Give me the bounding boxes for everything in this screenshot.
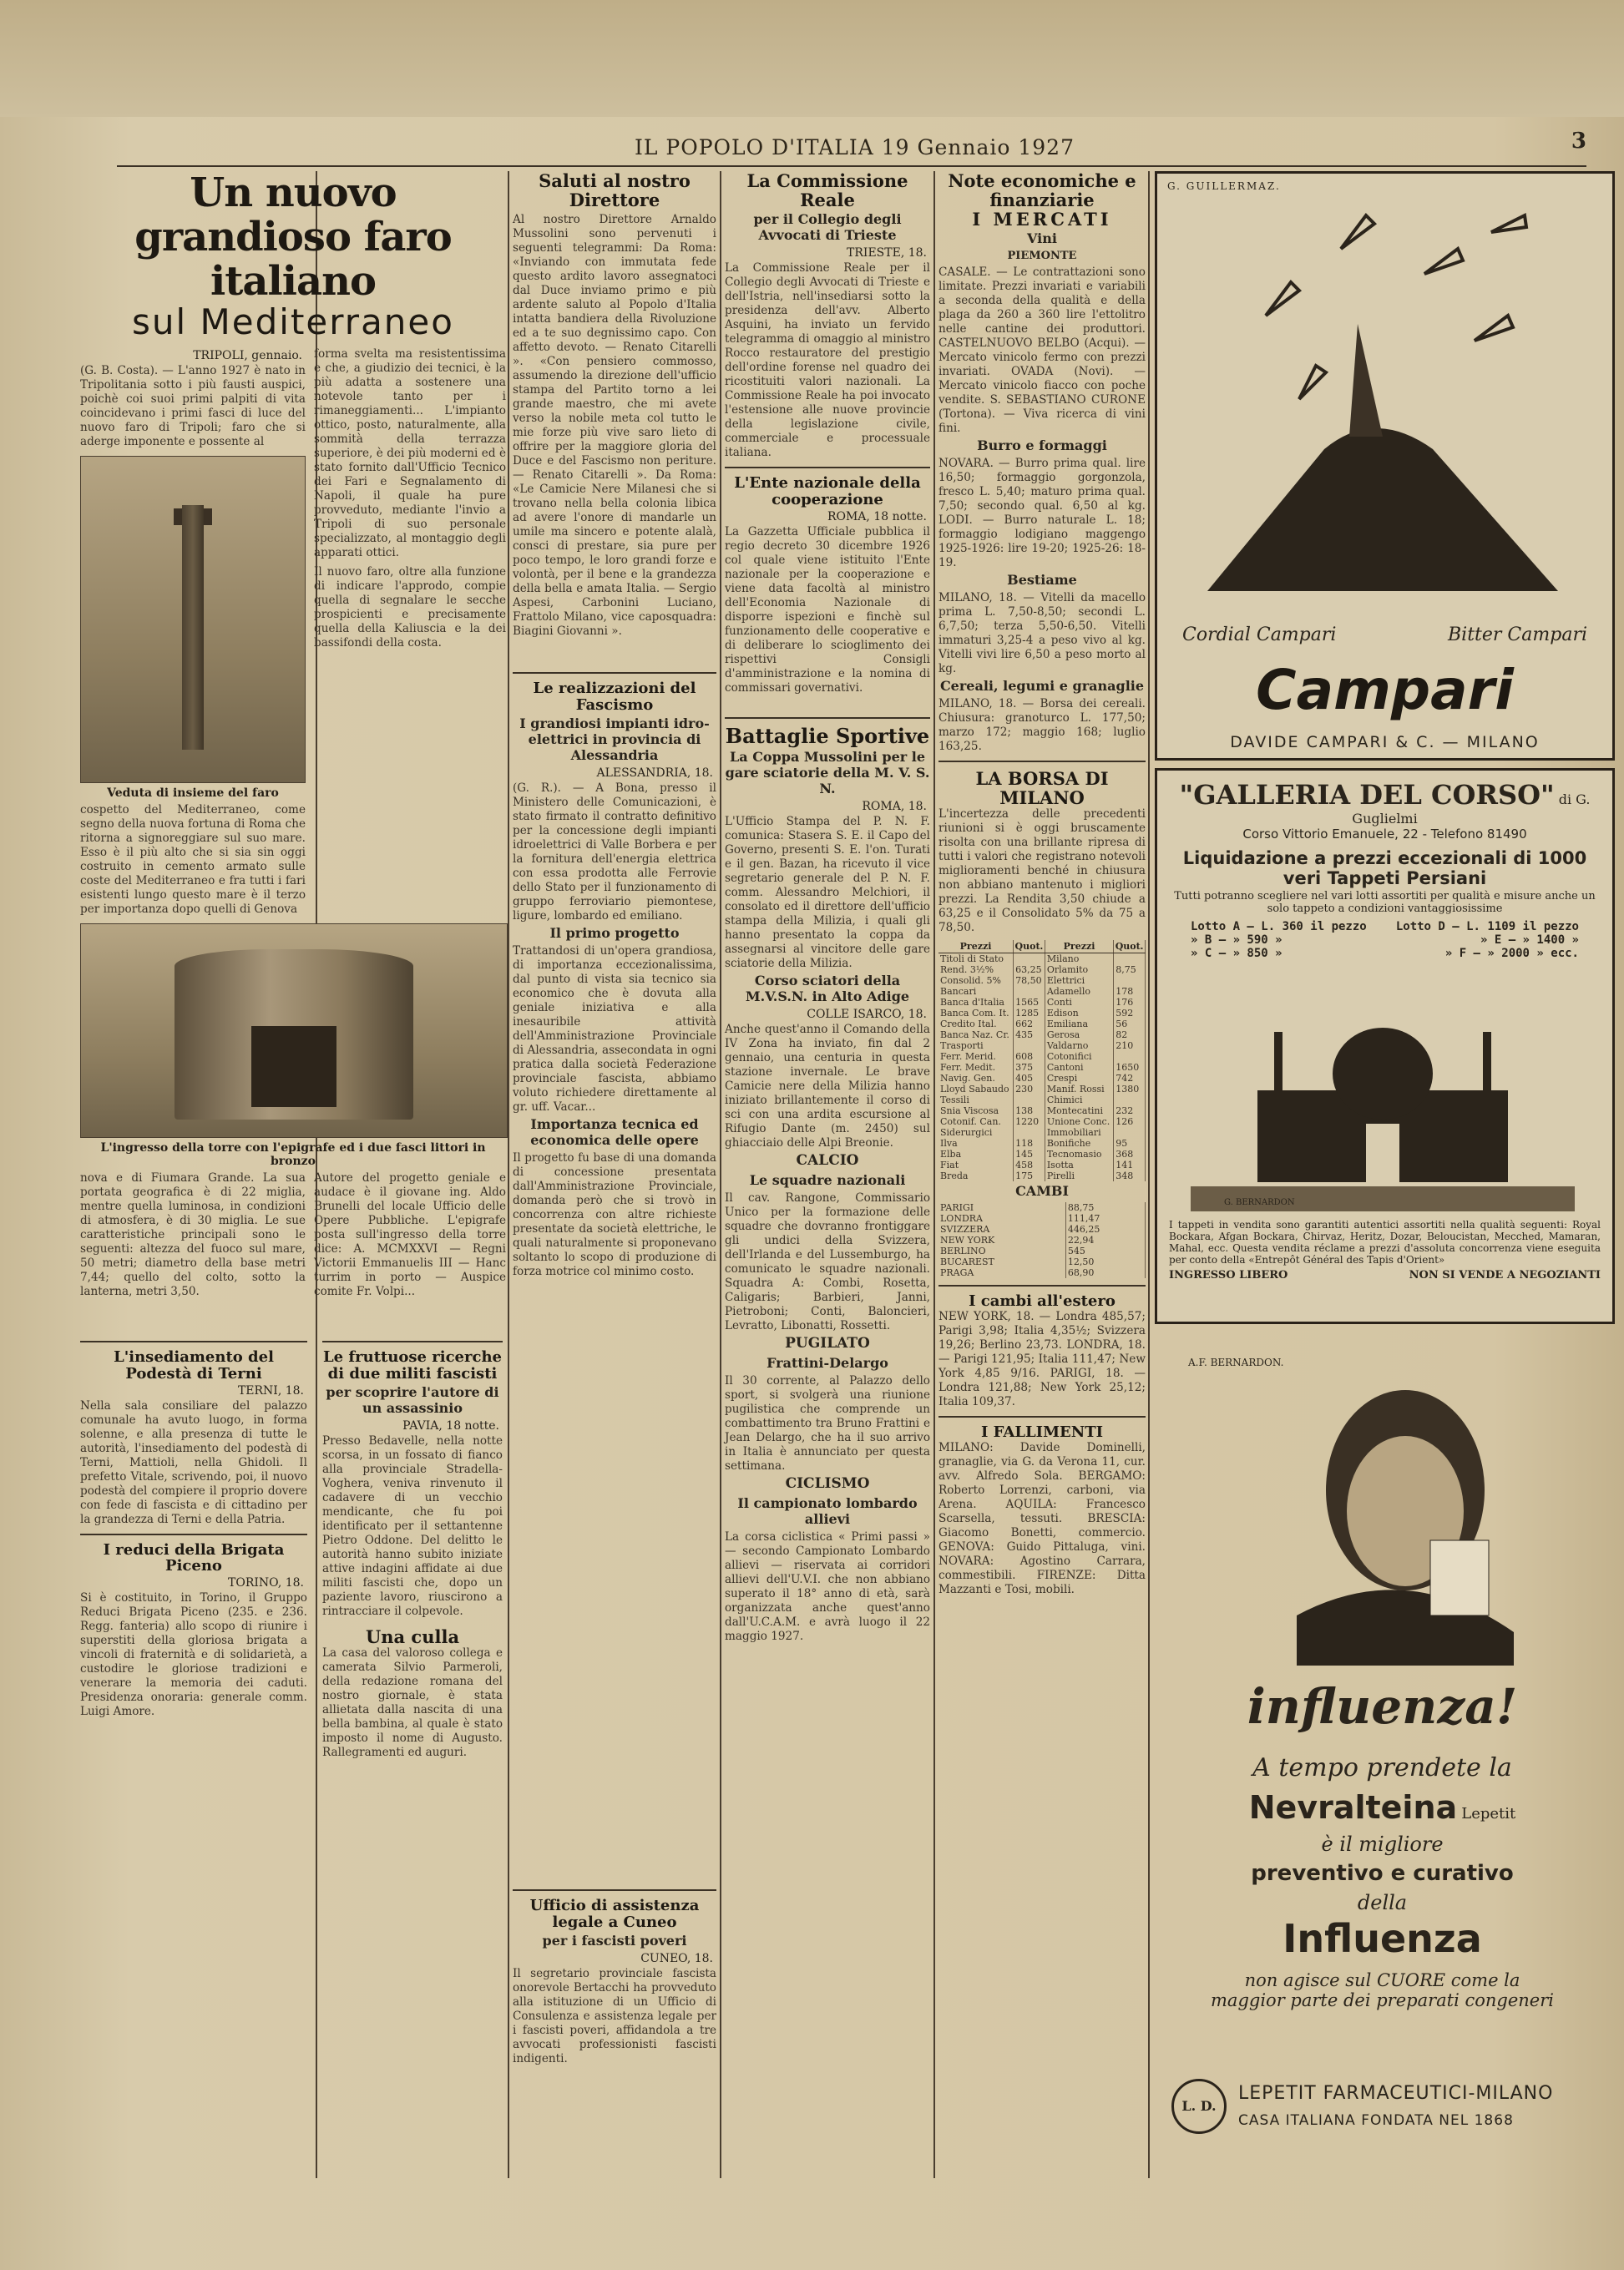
cordial-campari-label: Cordial Campari <box>1182 624 1337 645</box>
lot-label: » C — » 850 » <box>1191 947 1283 960</box>
table-cell: Manif. Rossi <box>1045 1084 1113 1095</box>
faro-lead: (G. B. Costa). — L'anno 1927 è nato in Tripolitania sotto i più fausti auspici, poichè coi suoi primi palpiti di vita coincidevano i primi fasci di luce del nuovo faro di Tripoli; faro che si aderge imponente e possente al <box>80 363 306 448</box>
section-rule <box>938 1285 1146 1287</box>
piceno-headline: I reduci della Brigata Piceno <box>103 1540 285 1575</box>
table-cell: Bonifiche <box>1045 1138 1113 1149</box>
lepetit-ad <box>1155 1332 1610 2166</box>
table-cell: 348 <box>1114 1170 1146 1181</box>
bottom-left-column <box>80 1334 307 2182</box>
glasses-icon <box>1266 215 1526 399</box>
lepetit-anchor-logo: L. D. <box>1171 2079 1227 2134</box>
table-cell: 175 <box>1014 1170 1045 1181</box>
tower-entrance-photo <box>80 923 508 1138</box>
table-cell: Ferr. Merid. <box>938 1051 1014 1062</box>
page-top-margin <box>0 0 1624 117</box>
table-cell: 210 <box>1114 1040 1146 1051</box>
lepetit-line1: A tempo prendete la <box>1252 1753 1512 1782</box>
table-row <box>938 1019 1146 1029</box>
pugilato-subhead: Frattini-Delargo <box>766 1355 888 1372</box>
economiche-headline: Note economiche e finanziarie <box>948 170 1136 211</box>
table-cell: Banca Com. It. <box>938 1008 1014 1019</box>
table-cell: Pirelli <box>1045 1170 1113 1181</box>
cambi-row <box>938 1235 1146 1246</box>
calcio-body: Il cav. Rangone, Commissario Unico per la formazione delle squadre che dovranno frontiggare gli undici della Svizzera, dell'Irlanda e del Lussemburgo, ha comunicato le squadre nazionali. Squadra A: Combi, Rosetta, Caligaris; Barbieri, Janni, Pietroboni; Conti, Baloncieri, Levratto, Libonatti, Rossetti. <box>725 1191 930 1333</box>
table-row <box>938 1051 1146 1062</box>
lot-label: Lotto D — L. 1109 il pezzo <box>1395 920 1579 933</box>
table-cell: Isotta <box>1045 1160 1113 1170</box>
section-rule <box>80 1341 307 1342</box>
table-cell: PRAGA <box>938 1267 1065 1278</box>
piceno-dateline: TORINO, 18. <box>228 1576 304 1590</box>
lepetit-artist: A.F. BERNARDON. <box>1188 1357 1284 1368</box>
table-cell: 375 <box>1014 1062 1045 1073</box>
table-cell: 1285 <box>1014 1008 1045 1019</box>
table-cell: Navig. Gen. <box>938 1073 1014 1084</box>
realizzazioni-body3: Il progetto fu base di una domanda di concessione presentata dall'Amministrazione Provinciale, domanda però che si trovò in concorrenza con altre richieste presentate da società elettriche, le quali naturalmente si proponevano soltanto lo scopo di produzione di forza motrice col minimo costo. <box>513 1150 716 1278</box>
table-cell: Milano <box>1045 953 1113 965</box>
table-row <box>938 1073 1146 1084</box>
table-cell <box>1014 986 1045 997</box>
table-cell: 1220 <box>1014 1116 1045 1127</box>
table-row <box>938 975 1146 986</box>
commissione-dateline: TRIESTE, 18. <box>847 246 927 260</box>
realizzazioni-subhead: I grandiosi impianti idro-elettrici in provincia di Alessandria <box>519 715 710 763</box>
table-cell: Edison <box>1045 1008 1113 1019</box>
campari-footer: DAVIDE CAMPARI & C. — MILANO <box>1230 733 1540 751</box>
table-cell: 176 <box>1114 997 1146 1008</box>
culla-headline: Una culla <box>365 1625 460 1647</box>
ufficio-dateline: CUNEO, 18. <box>640 1951 713 1965</box>
table-cell: Tessili <box>938 1095 1014 1105</box>
table-cell: 545 <box>1065 1246 1145 1256</box>
table-cell: Montecatini <box>1045 1105 1113 1116</box>
table-cell: Snia Viscosa <box>938 1105 1014 1116</box>
realizzazioni-body: (G. R.). — A Bona, presso il Ministero delle Comunicazioni, è stato firmato il contratto definitivo per la concessione degli impianti idroelettrici di Valle Borbera e per la fornitura dell'energia elettrica con essa prodotta alle Ferrovie dello Stato per il funzionamento di gruppo ferroviario piemontese, ligure, lombardo ed emiliano. <box>513 781 716 923</box>
lot-label: » F — » 2000 » ecc. <box>1444 947 1579 960</box>
table-cell: Chimici <box>1045 1095 1113 1105</box>
table-cell: Cotonif. Can. <box>938 1116 1014 1127</box>
section-rule <box>938 761 1146 762</box>
table-cell: 95 <box>1114 1138 1146 1149</box>
table-cell: 742 <box>1114 1073 1146 1084</box>
table-cell: Gerosa <box>1045 1029 1113 1040</box>
table-cell: 1650 <box>1114 1062 1146 1073</box>
table-cell: 126 <box>1114 1116 1146 1127</box>
table-cell: Trasporti <box>938 1040 1014 1051</box>
column-rule <box>1148 171 1150 2178</box>
faro-subhead: sul Mediterraneo <box>132 301 454 343</box>
table-cell: 141 <box>1114 1160 1146 1170</box>
lot-label: Lotto A — L. 360 il pezzo <box>1191 920 1367 933</box>
ente-headline: L'Ente nazionale della cooperazione <box>734 474 921 508</box>
table-cell: 56 <box>1114 1019 1146 1029</box>
table-cell: 446,25 <box>1065 1224 1145 1235</box>
table-row <box>938 1170 1146 1181</box>
cambi-row <box>938 1246 1146 1256</box>
table-cell: Valdarno <box>1045 1040 1113 1051</box>
table-cell: 608 <box>1014 1051 1045 1062</box>
stock-header-cell: Prezzi <box>1045 940 1113 953</box>
lepetit-line3: preventivo e curativo <box>1251 1861 1514 1886</box>
militi-body: Presso Bedavelle, nella notte scorsa, in un fossato di fianco alla provinciale Stradella-Voghera, veniva rinvenuto il cadavere di un vecchio mendicante, che fu poi identificato per il settantenne Pietro Oddone. Del delitto le autorità hanno subito iniziate attive indagini affidate ai due militi fascisti che, dopo un paziente lavoro, riuscirono a rintracciare il colpevole. <box>322 1433 503 1618</box>
galleria-body: I tappeti in vendita sono garantiti autentici assortiti nella qualità seguenti: Royal Bockara, Afgan Bockara, Chirvaz, Heritz, Dozar, Beloucistan, Mecched, Mamaran, Mahal, ecc. Questa vendita réclame a prezzi d'assoluta concorrenza viene eseguita per conto della «Entrepôt Général des Tapis d'Orient» <box>1169 1219 1601 1266</box>
vini-body: CASALE. — Le contrattazioni sono limitate. Prezzi invariati e variabili a seconda della qualità e della plaga da 260 a 360 lire l'ettolitro nelle cantine dei produttori. CASTELNUOVO BELBO (Acqui). — Mercato vinicolo fermo con prezzi invariati. OVADA (Novi). — Mercato vinicolo fiacco con poche vendite. S. SEBASTIANO CURONE (Tortona). — Viva ricerca di vini fini. <box>938 265 1146 436</box>
lot-label: » E — » 1400 » <box>1480 933 1579 947</box>
table-row <box>938 964 1146 975</box>
table-cell: SVIZZERA <box>938 1224 1065 1235</box>
lighthouse-photo <box>80 456 306 783</box>
cambi-table <box>938 1202 1146 1278</box>
table-row <box>938 1127 1146 1138</box>
table-cell: 435 <box>1014 1029 1045 1040</box>
section-rule <box>725 717 930 719</box>
section-rule <box>322 1341 503 1342</box>
campari-artist: G. GUILLERMAZ. <box>1167 180 1281 192</box>
galleria-entry: INGRESSO LIBERO <box>1169 1269 1288 1282</box>
militi-dateline: PAVIA, 18 notte. <box>402 1418 499 1433</box>
table-cell: Tecnomasio <box>1045 1149 1113 1160</box>
battaglie-dateline: ROMA, 18. <box>862 800 927 814</box>
table-row <box>938 1084 1146 1095</box>
piemonte-label: PIEMONTE <box>1007 250 1077 263</box>
commissione-subhead: per il Collegio degli Avvocati di Trieste <box>753 211 902 244</box>
table-row <box>938 1160 1146 1170</box>
commissione-body: La Commissione Reale per il Collegio degli Avvocati di Trieste e dell'Istria, nell'insediarsi sotto la presidenza dell'avv. Alberto Asquini, ha inviato un fervido telegramma di omaggio al ministro Rocco restauratore del prestigio dell'ordine forense nel quadro dei ricostituiti valori nazionali. La Commissione Reale ha poi invocato l'estensione alle nuove provincie della legislazione civile, commerciale e processuale italiana. <box>725 261 930 460</box>
militi-column <box>322 1334 503 2182</box>
faro-text-2: cospetto del Mediterraneo, come segno della nuova fortuna di Roma che ritorna a signoreggiare sul suo mare. Esso è il più alto che si sia sin oggi costruito in cemento armato sulle coste del Mediterraneo e fra tutti i fari esistenti lungo questo mare è il terzo per importanza dopo quelli di Genova <box>80 802 306 916</box>
galleria-ad <box>1155 768 1615 1324</box>
ufficio-headline: Ufficio di assistenza legale a Cuneo <box>529 1897 700 1931</box>
stock-table-header <box>938 940 1146 953</box>
table-row <box>938 1138 1146 1149</box>
cambi-row <box>938 1213 1146 1224</box>
table-cell <box>1014 953 1045 965</box>
table-cell: Siderurgici <box>938 1127 1014 1138</box>
realizzazioni-body2: Trattandosi di un'opera grandiosa, di importanza eccezionalissima, dal punto di vista sia tecnico sia economico che è dovuta alla geniale iniziativa e alla inesauribile attività dell'Amministrazione Provinciale di Alessandria, assecondata in ogni pratica dalla società Federazione provinciale fascista, abbiamo voluto richiedere direttamente al gr. uff. Vacar... <box>513 943 716 1114</box>
section-rule <box>513 1889 716 1891</box>
faro-tail-2: Autore del progetto geniale e audace è il giovane ing. Aldo Brunelli del locale Ufficio delle Opere Pubbliche. L'epigrafe posta sull'ingresso della torre dice: A. MCMXXVI — Regni Victorii Emmanuelis III — Hanc turrim in porto — Auspice comite Fr. Volpi... <box>314 1170 506 1298</box>
table-cell: 22,94 <box>1065 1235 1145 1246</box>
bestiame-subhead: Bestiame <box>1007 572 1077 589</box>
table-cell: Fiat <box>938 1160 1014 1170</box>
borsa-headline: LA BORSA DI MILANO <box>975 768 1109 809</box>
terni-dateline: TERNI, 18. <box>237 1383 304 1398</box>
volcano-shape <box>1207 428 1558 591</box>
table-cell: 230 <box>1014 1084 1045 1095</box>
table-cell: Banca Naz. Cr. <box>938 1029 1014 1040</box>
galleria-lots <box>1191 920 1579 960</box>
nevralteina-brand: Nevralteina <box>1248 1789 1458 1826</box>
table-cell: Rend. 3½% <box>938 964 1014 975</box>
table-row <box>938 986 1146 997</box>
table-cell: 1565 <box>1014 997 1045 1008</box>
militi-subhead: per scoprire l'autore di un assassinio <box>326 1383 499 1416</box>
lepetit-line4: della <box>1357 1891 1408 1914</box>
section-rule <box>80 1534 307 1535</box>
table-cell: BUCAREST <box>938 1256 1065 1267</box>
influenza-headline: influenza! <box>1247 1678 1518 1735</box>
lot-row <box>1191 920 1579 933</box>
burro-subhead: Burro e formaggi <box>977 437 1107 454</box>
tower-photo-caption: L'ingresso della torre con l'epigrafe ed i due fasci littori in bronzo <box>100 1140 486 1168</box>
lot-row <box>1191 933 1579 947</box>
table-cell: 592 <box>1114 1008 1146 1019</box>
campari-volcano-illustration <box>1157 199 1607 633</box>
table-cell: Cotonifici <box>1045 1051 1113 1062</box>
lot-label: » B — » 590 » <box>1191 933 1283 947</box>
terni-body: Nella sala consiliare del palazzo comunale ha avuto luogo, in forma solenne, e alla presenza di tutte le autorità, l'insediamento del podestà di Terni, Mattioli, nella Ghidoli. Il prefetto Vitale, scrivendo, poi, il nuovo podestà del compiere il proprio dovere con fede di fascista e di cittadino per la grandezza di Terni e della Patria. <box>80 1398 307 1526</box>
table-row <box>938 1029 1146 1040</box>
table-cell: Unione Conc. <box>1045 1116 1113 1127</box>
vini-subhead: Vini <box>1027 230 1057 247</box>
cambi-estero-body: NEW YORK, 18. — Londra 485,57; Parigi 3,98; Italia 4,35½; Svizzera 19,26; Berlino 23,73. LONDRA, 18. — Parigi 121,95; Italia 111,47; New York 4,85 9/16. PARIGI, 18. — Londra 121,88; New York 25,12; Italia 109,37. <box>938 1310 1146 1409</box>
table-cell: BERLINO <box>938 1246 1065 1256</box>
table-cell: Immobiliari <box>1045 1127 1113 1138</box>
battaglie-body: L'Ufficio Stampa del P. N. F. comunica: Stasera S. E. il Capo del Governo, presenti S. E. l'on. Turati e il gen. Bazan, ha ricevuto il vice segretario generale del P. N. F. comm. Alessandro Melchiori, il consolato ed il direttore dell'ufficio stampa della Milizia, i quali gli hanno presentato la coppa da assegnarsi al vincitore delle gare sciatorie della Milizia. <box>725 815 930 971</box>
table-row <box>938 953 1146 965</box>
cambi-headline: CAMBI <box>1015 1183 1069 1200</box>
section-rule <box>725 467 930 468</box>
terni-headline: L'insediamento del Podestà di Terni <box>114 1348 274 1383</box>
table-cell: 111,47 <box>1065 1213 1145 1224</box>
galleria-title: "GALLERIA DEL CORSO" <box>1179 779 1555 811</box>
faro-headline: Un nuovo grandioso faro italiano <box>134 169 452 305</box>
table-cell: 145 <box>1014 1149 1045 1160</box>
table-row <box>938 1116 1146 1127</box>
realizzazioni-sub3: Importanza tecnica ed economica delle opere <box>530 1115 699 1148</box>
galleria-owner: di G. Guglielmi <box>1352 791 1591 827</box>
table-cell: NEW YORK <box>938 1235 1065 1246</box>
table-cell: 232 <box>1114 1105 1146 1116</box>
table-row <box>938 1105 1146 1116</box>
campari-brand: Campari <box>1256 658 1514 722</box>
fallimenti-body: MILANO: Davide Dominelli, granaglie, via G. da Verona 11, cur. avv. Alfredo Sola. BERGAMO: Roberto Lorrenzi, carboni, via Arena. AQUILA: Francesco Scarsella, tessuti. BRESCIA: Giacomo Bonetti, commercio. GENOVA: Guido Pittaluga, vini. NOVARA: Agostino Carrara, commestibili. FIRENZE: Ditta Mazzanti e Tosi, mobili. <box>938 1441 1146 1597</box>
table-cell: Lloyd Sabaudo <box>938 1084 1014 1095</box>
cambi-row <box>938 1267 1146 1278</box>
table-cell: Banca d'Italia <box>938 997 1014 1008</box>
stock-table-body <box>938 953 1146 1182</box>
table-cell: Cantoni <box>1045 1062 1113 1073</box>
realizzazioni-sub2: Il primo progetto <box>549 924 680 941</box>
table-cell <box>1114 1095 1146 1105</box>
ciclismo-headline: CICLISMO <box>785 1475 870 1493</box>
commissione-headline: La Commissione Reale <box>746 170 908 211</box>
table-cell: 118 <box>1014 1138 1045 1149</box>
calcio-subhead: Le squadre nazionali <box>749 1172 906 1189</box>
table-cell: Ilva <box>938 1138 1014 1149</box>
column-4 <box>725 171 930 2182</box>
taj-mahal-illustration <box>1157 965 1607 1216</box>
table-cell: 138 <box>1014 1105 1045 1116</box>
column-rule <box>508 171 509 2178</box>
table-cell <box>1014 1095 1045 1105</box>
table-cell: 88,75 <box>1065 1202 1145 1213</box>
cambi-row <box>938 1256 1146 1267</box>
table-cell <box>1014 1127 1045 1138</box>
table-cell: 12,50 <box>1065 1256 1145 1267</box>
table-cell: 368 <box>1114 1149 1146 1160</box>
table-cell <box>1114 953 1146 965</box>
table-cell: Ferr. Medit. <box>938 1062 1014 1073</box>
stock-table <box>938 940 1146 1181</box>
table-row <box>938 1040 1146 1051</box>
lepetit-company: LEPETIT FARMACEUTICI-MILANO <box>1238 2083 1554 2104</box>
realizzazioni-headline: Le realizzazioni del Fascismo <box>533 680 696 714</box>
fallimenti-headline: I FALLIMENTI <box>980 1423 1104 1442</box>
ente-body: La Gazzetta Ufficiale pubblica il regio decreto 30 dicembre 1926 col quale viene istituito l'Ente nazionale per la cooperazione e viene data facoltà al ministro dell'Economia Nazionale di disporre ispezioni e finchè sul funzionamento delle cooperative e di deliberare lo scioglimento dei rispettivi Consigli d'amministrazione e la nomina di commissari governativi. <box>725 524 930 695</box>
mercati-headline: I MERCATI <box>972 209 1112 230</box>
galleria-artist: G. BERNARDON <box>1224 1198 1295 1207</box>
table-row <box>938 1095 1146 1105</box>
table-cell: 78,50 <box>1014 975 1045 986</box>
column-rule <box>720 171 721 2178</box>
stock-header-cell: Quot. <box>1115 941 1144 953</box>
ufficio-body: Il segretario provinciale fascista onorevole Bertacchi ha provveduto alla istituzione di un Ufficio di Consulenza e assistenza legale per i fascisti poveri, affidandola a tre avvocati professionisti fascisti indigenti. <box>513 1966 716 2065</box>
table-cell: Consolid. 5% <box>938 975 1014 986</box>
nevralteina-sub: Lepetit <box>1461 1805 1516 1823</box>
running-head <box>117 129 1586 167</box>
realizzazioni-dateline: ALESSANDRIA, 18. <box>596 766 713 780</box>
bestiame-body: MILANO, 18. — Vitelli da macello prima L. 7,50-8,50; secondi L. 6,7,50; terza 5,50-6,50. Vitelli immaturi 3,25-4 a peso vivo al kg. Vitelli vivi lire 6,50 a peso morto al kg. <box>938 591 1146 676</box>
table-cell <box>1114 975 1146 986</box>
stock-header-cell: Prezzi <box>938 940 1014 953</box>
table-row <box>938 1149 1146 1160</box>
lighthouse-tower <box>182 505 204 750</box>
table-row <box>938 1062 1146 1073</box>
saluti-body: Al nostro Direttore Arnaldo Mussolini sono pervenuti i seguenti telegrammi: Da Roma: «Inviando con immutata fede questo ardito lavoro assegnatoci dal Duce inviamo primo e più ardente saluto al Popolo d'Italia intatta bandiera della Rivoluzione ed a te suo degnissimo capo. Con affetto devoto. — Renato Citarelli ». «Con pensiero commosso, assumendo la direzione dell'ufficio stampa del Partito torno a lei grande maestro, che mi avete verso la nobile meta col tutto le mie forze più vive saro lieto di offrire per la maggiore gloria del Duce e del Fascismo non periture. — Renato Citarelli ». Da Roma: «Le Camicie Nere Milanesi che si trovano nella bella colonia libica ad avere l'onore di mandarle un umile ma sincero e potente alalà, consci di prestare, sia pure per poco tempo, le loro grandi forze e volontà, per il bene e la grandezza della bella e amata Italia. — Sergio Aspesi, Carbonini Luciano, Frattolo Milano, vice caposquadra: Biagini Giovanni ». <box>513 213 716 639</box>
faro-text-col2b: Il nuovo faro, oltre alla funzione di indicare l'approdo, compie quella di segnalare le secche prospicienti e precisamente quella della Kaliuscia e la dei bassifondi della costa. <box>314 564 506 650</box>
table-cell: Orlamito <box>1045 964 1113 975</box>
battaglie-body2: Anche quest'anno il Comando della IV Zona ha inviato, fin dal 2 gennaio, una centuria in questa stazione invernale. Le brave Camicie nere della Milizia hanno iniziato brillantemente il corso di sci con una ardita escursione al Rifugio Dante (m. 2450) sul ghiacciaio delle Alpi Breonie. <box>725 1023 930 1150</box>
lepetit-big: Influenza <box>1283 1916 1482 1961</box>
table-cell: Conti <box>1045 997 1113 1008</box>
galleria-address: Corso Vittorio Emanuele, 22 - Telefono 81490 <box>1242 827 1527 842</box>
battaglie-subhead: La Coppa Mussolini per le gare sciatorie della M. V. S. N. <box>725 749 930 797</box>
borsa-body: L'incertezza delle precedenti riunioni si è oggi bruscamente risolta con una brillante ripresa di tutti i valori che registrano notevoli miglioramenti benché in chiusura non abbiano mantenuto i migliori prezzi. La Rendita 3,50 chiude a 63,25 e il Consolidato 5% da 75 a 78,50. <box>938 807 1146 935</box>
lepetit-founded: CASA ITALIANA FONDATA NEL 1868 <box>1238 2112 1514 2129</box>
table-cell: 1380 <box>1114 1084 1146 1095</box>
column-rule <box>933 171 935 2178</box>
table-cell: Crespi <box>1045 1073 1113 1084</box>
table-cell <box>1114 1051 1146 1062</box>
saluti-headline: Saluti al nostro Direttore <box>539 170 691 211</box>
piceno-body: Si è costituito, in Torino, il Gruppo Reduci Brigata Piceno (235. e 236. Regg. fanteria) allo scopo di riunire i superstiti della gloriosa brigata a vincoli di fraternità e di solidarietà, a custodire le gloriose tradizioni e venerare la memoria dei caduti. Presidenza onoraria: generale comm. Luigi Amore. <box>80 1591 307 1719</box>
bitter-campari-label: Bitter Campari <box>1448 624 1587 645</box>
burro-body: NOVARA. — Burro prima qual. lire 16,50; formaggio gorgonzola, fresco L. 5,40; maturo prima qual. 7,50; secondo qual. 6,50 al kg. LODI. — Burro naturale L. 18; formaggio lodigiano maggengo 1925-1926: lire 19-20; 1925-26: 18-19. <box>938 457 1146 570</box>
table-cell: Emiliana <box>1045 1019 1113 1029</box>
table-cell: 458 <box>1014 1160 1045 1170</box>
running-head-title: IL POPOLO D'ITALIA 19 Gennaio 1927 <box>635 135 1075 159</box>
battaglie-sub2: Corso sciatori della M.V.S.N. in Alto Adige <box>745 973 910 1005</box>
table-row <box>938 1008 1146 1019</box>
table-cell: PARIGI <box>938 1202 1065 1213</box>
section-rule <box>938 1416 1146 1418</box>
ciclismo-subhead: Il campionato lombardo allievi <box>737 1495 918 1528</box>
table-cell: Titoli di Stato <box>938 953 1014 965</box>
table-cell: 8,75 <box>1114 964 1146 975</box>
battaglie-dateline2: COLLE ISARCO, 18. <box>807 1008 927 1022</box>
campari-ad <box>1155 171 1615 761</box>
stock-header-cell: Quot. <box>1014 941 1044 953</box>
tower-door <box>251 1026 336 1107</box>
cereali-subhead: Cereali, legumi e granaglie <box>939 678 1145 695</box>
table-cell: 405 <box>1014 1073 1045 1084</box>
table-cell: 68,90 <box>1065 1267 1145 1278</box>
faro-tail: nova e di Fiumara Grande. La sua portata geografica è di 22 miglia, mentre quella luminosa, in condizioni di atmosfera, è di 30 miglia. Le sue caratteristiche principali sono le seguenti: altezza del fuoco sul mare, 50 metri; diametro della base metri 7,44; quello del colto, sotto la lanterna, metri 3,50. <box>80 1170 306 1298</box>
table-cell <box>1114 1127 1146 1138</box>
pugilato-body: Il 30 corrente, al Palazzo dello sport, si svolgerà una riunione pugilistica che comprende un combattimento tra Bruno Frattini e Jean Delargo, che ha il suo arrivo in Italia è annunciato per questa settimana. <box>725 1374 930 1474</box>
calcio-headline: CALCIO <box>796 1152 859 1170</box>
battaglie-headline: Battaglie Sportive <box>725 723 930 748</box>
table-cell: 178 <box>1114 986 1146 997</box>
table-row <box>938 997 1146 1008</box>
table-cell: 662 <box>1014 1019 1045 1029</box>
column-3 <box>513 171 716 2182</box>
ufficio-article <box>513 1883 716 2182</box>
culla-body: La casa del valoroso collega e camerata Silvio Parmeroli, della redazione romana del nostro giornale, è stata allietata dalla nascita di una bella bambina, al quale è stato imposto il nome di Augusto. Rallegramenti ed auguri. <box>322 1646 503 1759</box>
galleria-note: Tutti potranno scegliere nel vari lotti assortiti per qualità e misure anche un solo tappeto a condizioni vantaggiosissime <box>1174 890 1596 915</box>
table-cell: Elettrici <box>1045 975 1113 986</box>
ente-dateline: ROMA, 18 notte. <box>827 509 927 523</box>
faro-dateline: TRIPOLI, gennaio. <box>193 348 302 362</box>
faro-text-col2: forma svelta ma resistentissima e che, a giudizio dei tecnici, è la più adatta a sostenere una notevole tanto per i rimaneggiamenti... L'impianto ottico, posto, naturalmente, alla sommità della terrazza superiore, è dei più moderni ed è stato fornito dall'Ufficio Tecnico dei Fari e Segnalamento di Napoli, il quale ha pure provveduto, mediante l'invio a Tripoli di suo personale specializzato, al montaggio degli apparati ottici. <box>314 346 506 559</box>
ufficio-subhead: per i fascisti poveri <box>542 1932 687 1949</box>
militi-headline: Le fruttuose ricerche di due militi fascisti <box>323 1348 502 1383</box>
column-5 <box>938 171 1146 2182</box>
cambi-row <box>938 1202 1146 1213</box>
cereali-body: MILANO, 18. — Borsa dei cereali. Chiusura: granoturco L. 177,50; marzo 172; maggio 168; luglio 163,25. <box>938 697 1146 754</box>
table-cell: 82 <box>1114 1029 1146 1040</box>
table-cell: LONDRA <box>938 1213 1065 1224</box>
table-cell: 63,25 <box>1014 964 1045 975</box>
lot-row <box>1191 947 1579 960</box>
table-cell: Breda <box>938 1170 1014 1181</box>
ciclismo-body: La corsa ciclistica « Primi passi » — secondo Campionato Lombardo allievi — riservata ai corridori allievi dell'U.V.I. che non abbiano superato il 18° anno di età, sarà organizzata anche quest'anno dall'U.C.A.M. e avrà luogo il 22 maggio 1927. <box>725 1530 930 1644</box>
table-cell: Adamello <box>1045 986 1113 997</box>
galleria-no-dealers: NON SI VENDE A NEGOZIANTI <box>1409 1269 1601 1282</box>
lepetit-line5: non agisce sul CUORE come la maggior parte dei preparati congeneri <box>1211 1970 1554 2010</box>
table-cell <box>1014 1040 1045 1051</box>
section-rule <box>513 672 716 674</box>
pugilato-headline: PUGILATO <box>785 1335 870 1352</box>
galleria-headline: Liquidazione a prezzi eccezionali di 1000 veri Tappeti Persiani <box>1182 848 1587 888</box>
lepetit-line2: è il migliore <box>1321 1833 1444 1856</box>
cambi-estero-headline: I cambi all'estero <box>969 1292 1116 1311</box>
sick-man-illustration <box>1155 1365 1610 1666</box>
table-cell: Credito Ital. <box>938 1019 1014 1029</box>
cambi-row <box>938 1224 1146 1235</box>
volcano-plume <box>1349 324 1383 437</box>
table-cell: Bancari <box>938 986 1014 997</box>
lighthouse-photo-caption: Veduta di insieme del faro <box>107 786 279 800</box>
table-cell: Elba <box>938 1149 1014 1160</box>
page-number: 3 <box>1571 129 1586 154</box>
